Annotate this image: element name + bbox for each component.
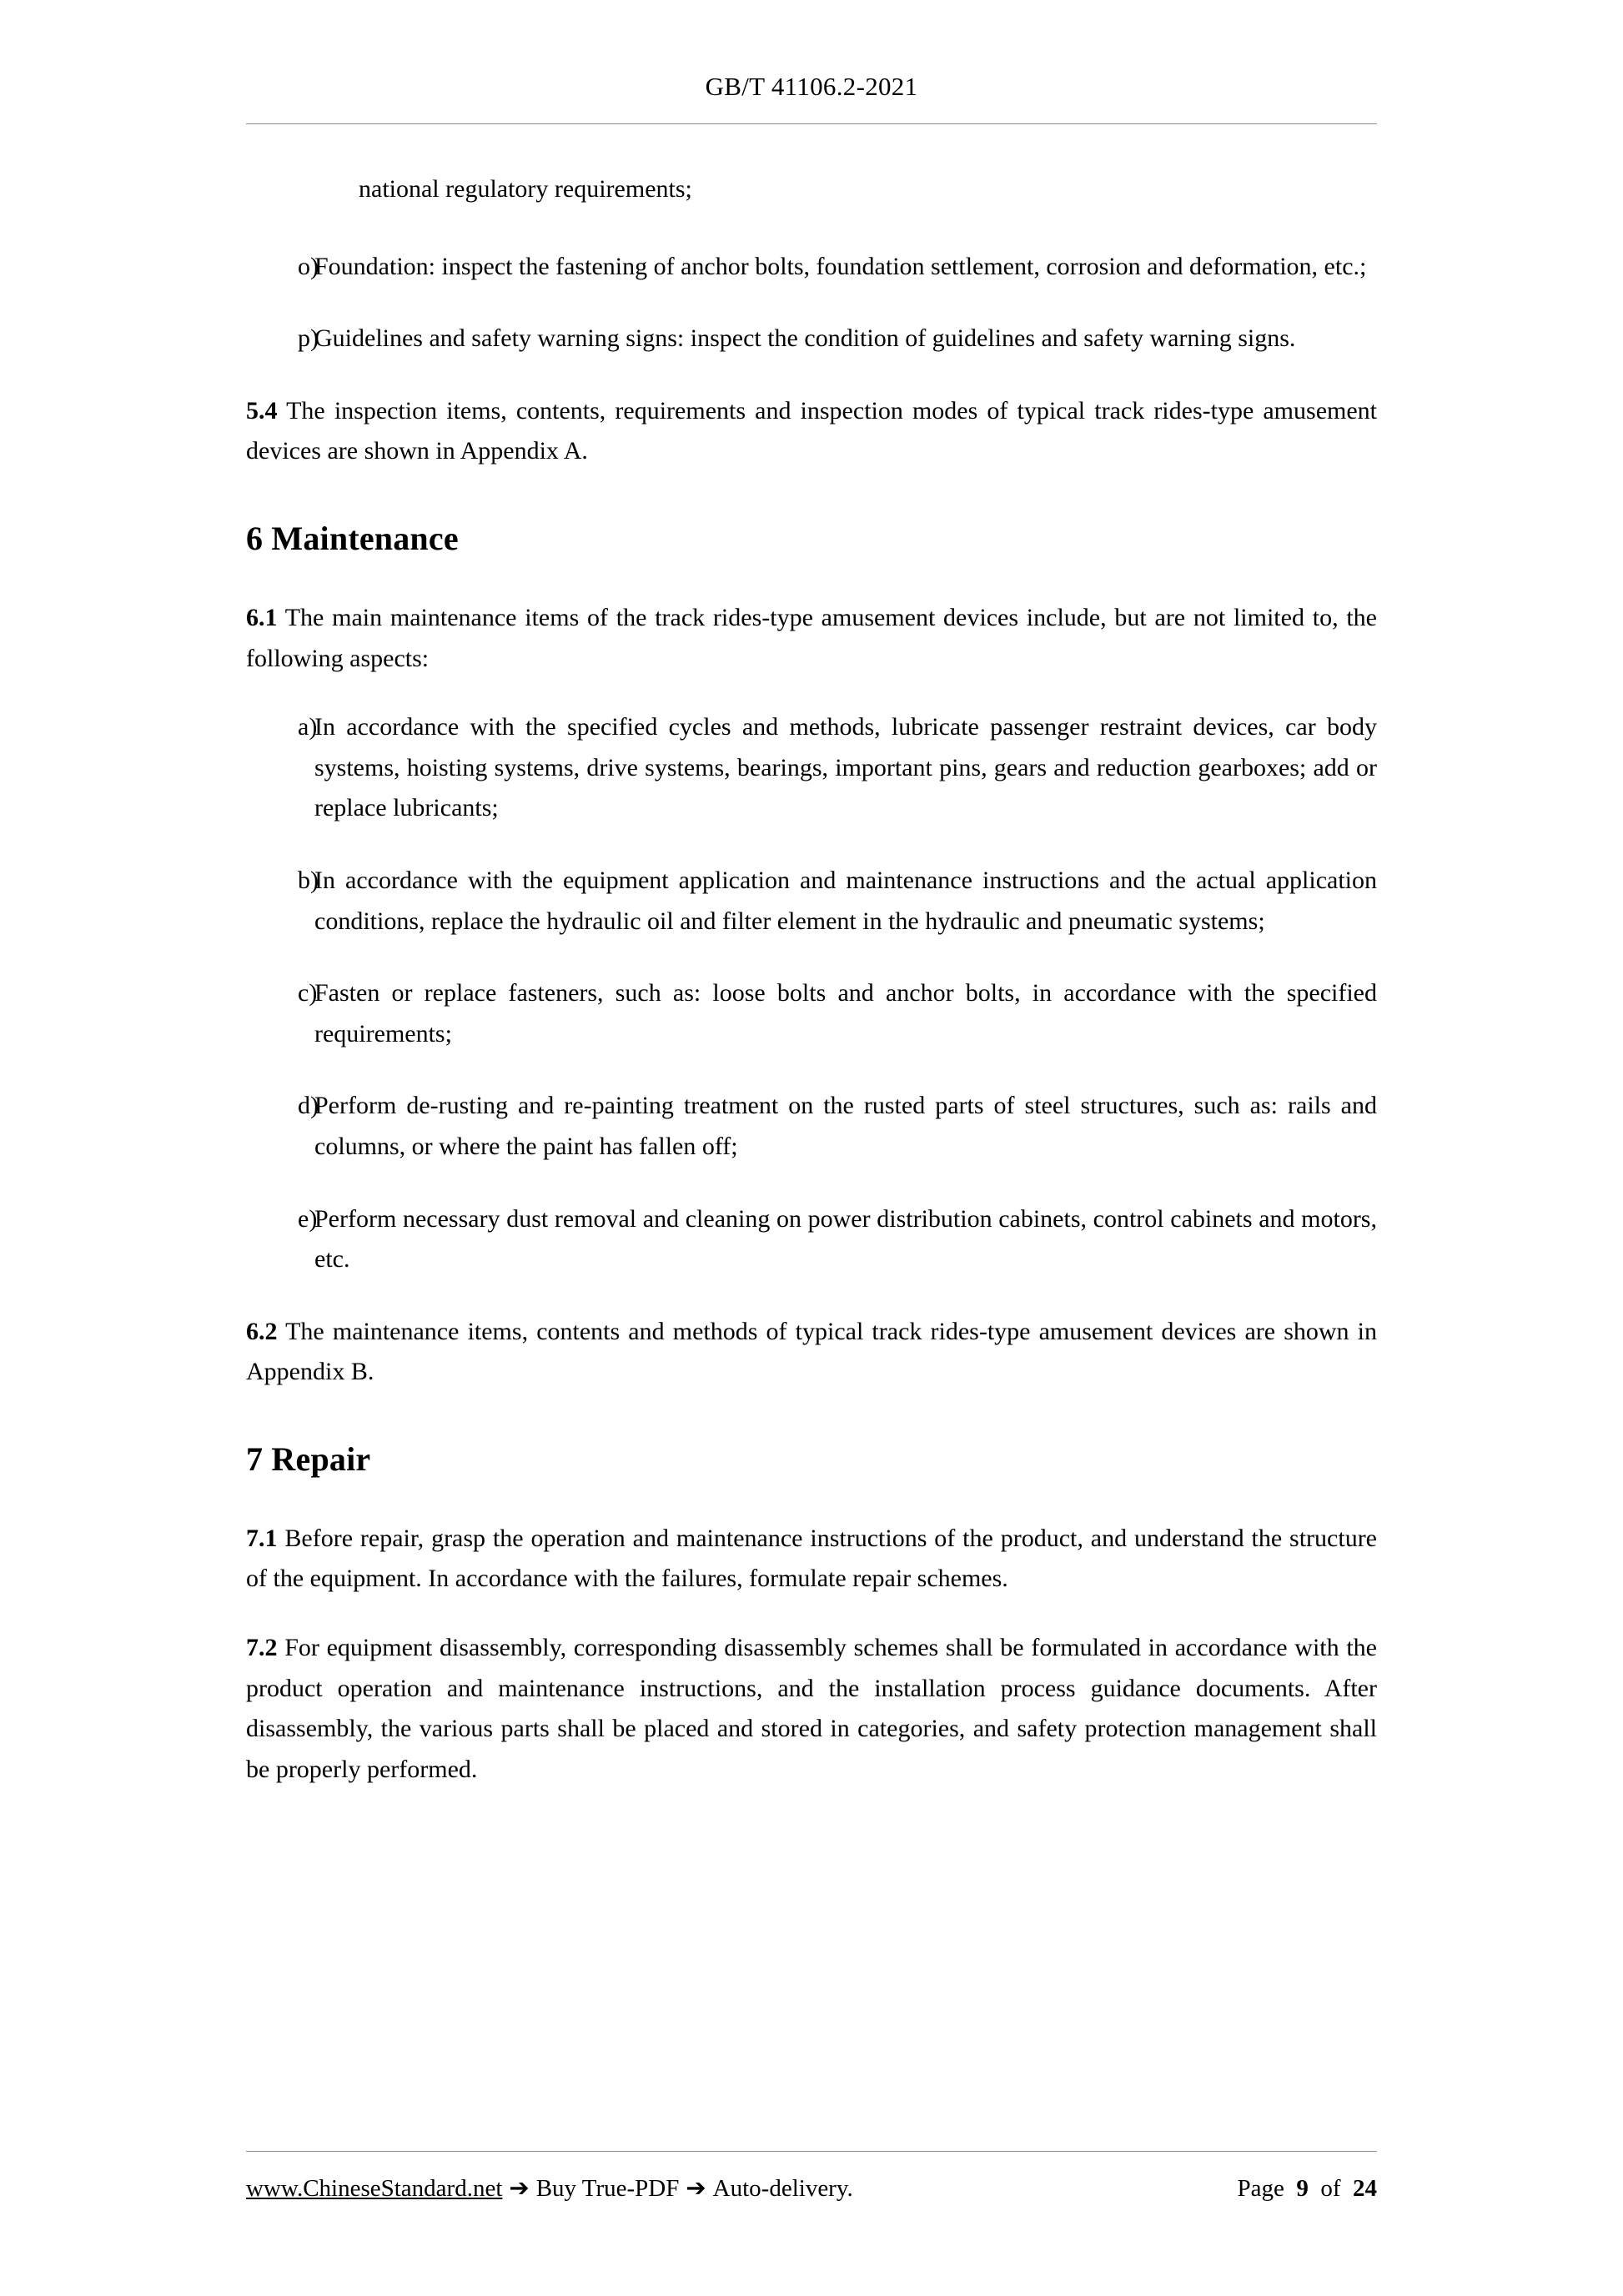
- list-item-text: In accordance with the specified cycles and methods, lubricate passenger restraint devices, car body systems, hoisting systems, drive systems, bearings, important pins, gears and reduction gearboxes; add or replace lubricants;: [314, 713, 1377, 822]
- page-number: 9: [1296, 2175, 1309, 2202]
- list-item: [246, 707, 1377, 829]
- list-item: [246, 973, 1377, 1054]
- list-item-marker: d): [298, 1092, 319, 1120]
- list-item-text: Fasten or replace fasteners, such as: loose bolts and anchor bolts, in accordance with the specified requirements;: [314, 979, 1377, 1048]
- paragraph-text: national regulatory requirements;: [359, 175, 692, 203]
- page-label: Page: [1237, 2175, 1284, 2202]
- list-item-marker: e): [298, 1204, 318, 1233]
- list-item: [246, 1199, 1377, 1280]
- list-item-marker: p): [298, 324, 319, 353]
- list-item-text: Perform necessary dust removal and cleaning on power distribution cabinets, control cabinets and motors, etc.: [314, 1204, 1377, 1274]
- auto-delivery-text: Auto-delivery.: [712, 2175, 853, 2202]
- paragraph-continuation: [359, 169, 1377, 210]
- clause-number: 7.1: [246, 1524, 278, 1552]
- clause-text: For equipment disassembly, corresponding disassembly schemes shall be formulated in accordance with the product operation and maintenance instructions, and the installation process guidance documents. After disassembly, the various parts shall be placed and stored in categories, and safety protection management shall be properly performed.: [246, 1634, 1377, 1783]
- list-item: [246, 1086, 1377, 1167]
- clause-text: The inspection items, contents, requirements and inspection modes of typical track rides-type amusement devices are shown in Appendix A.: [246, 396, 1377, 465]
- section-heading-repair: 7 Repair: [246, 1439, 371, 1478]
- list-item-text: Perform de-rusting and re-painting treatment on the rusted parts of steel structures, such as: rails and columns, or where the paint has fallen off;: [314, 1092, 1377, 1160]
- list-item-marker: a): [298, 713, 318, 741]
- clause-text: The maintenance items, contents and methods of typical track rides-type amusement devices are shown in Appendix B.: [246, 1317, 1377, 1386]
- arrow-right-icon: ➔: [509, 2175, 530, 2202]
- list-item-marker: c): [298, 979, 318, 1007]
- page-indicator: [1237, 2175, 1377, 2203]
- clause-number: 7.2: [246, 1634, 278, 1662]
- page-footer: [246, 2151, 1377, 2203]
- list-item-text: Guidelines and safety warning signs: inspect the condition of guidelines and safety warning signs.: [314, 324, 1296, 353]
- footer-divider: [246, 2151, 1377, 2152]
- footer-left-group: [246, 2173, 1237, 2203]
- clause-number: 6.1: [246, 603, 278, 631]
- list-item: [246, 861, 1377, 942]
- clause-text: Before repair, grasp the operation and maintenance instructions of the product, and understand the structure of the equipment. In accordance with the failures, formulate repair schemes.: [246, 1524, 1377, 1593]
- buy-true-pdf-text: Buy True-PDF: [535, 2175, 680, 2202]
- total-pages: 24: [1353, 2175, 1377, 2202]
- clause-paragraph: [246, 1519, 1377, 1600]
- arrow-right-icon: ➔: [686, 2175, 706, 2202]
- document-body: [246, 124, 1377, 1790]
- clause-paragraph: [246, 598, 1377, 679]
- list-item-marker: b): [298, 866, 319, 894]
- list-item: [246, 247, 1377, 288]
- list-item-text: Foundation: inspect the fastening of anchor bolts, foundation settlement, corrosion and deformation, etc.;: [314, 252, 1367, 280]
- clause-number: 6.2: [246, 1317, 278, 1345]
- header-standard-number: GB/T 41106.2-2021: [705, 72, 918, 101]
- section-heading-maintenance: 6 Maintenance: [246, 519, 459, 557]
- list-item-marker: o): [298, 252, 319, 280]
- clause-number: 5.4: [246, 396, 278, 425]
- list-item: [246, 319, 1377, 359]
- page-header: [0, 0, 1623, 102]
- clause-paragraph: [246, 1628, 1377, 1790]
- clause-text: The main maintenance items of the track rides-type amusement devices include, but are not limited to, the following aspects:: [246, 603, 1377, 672]
- website-link[interactable]: www.ChineseStandard.net: [246, 2175, 503, 2202]
- clause-paragraph: [246, 391, 1377, 472]
- of-label: of: [1320, 2175, 1341, 2202]
- clause-paragraph: [246, 1312, 1377, 1393]
- list-item-text: In accordance with the equipment application and maintenance instructions and the actual application conditions, replace the hydraulic oil and filter element in the hydraulic and pneumatic systems;: [314, 866, 1377, 935]
